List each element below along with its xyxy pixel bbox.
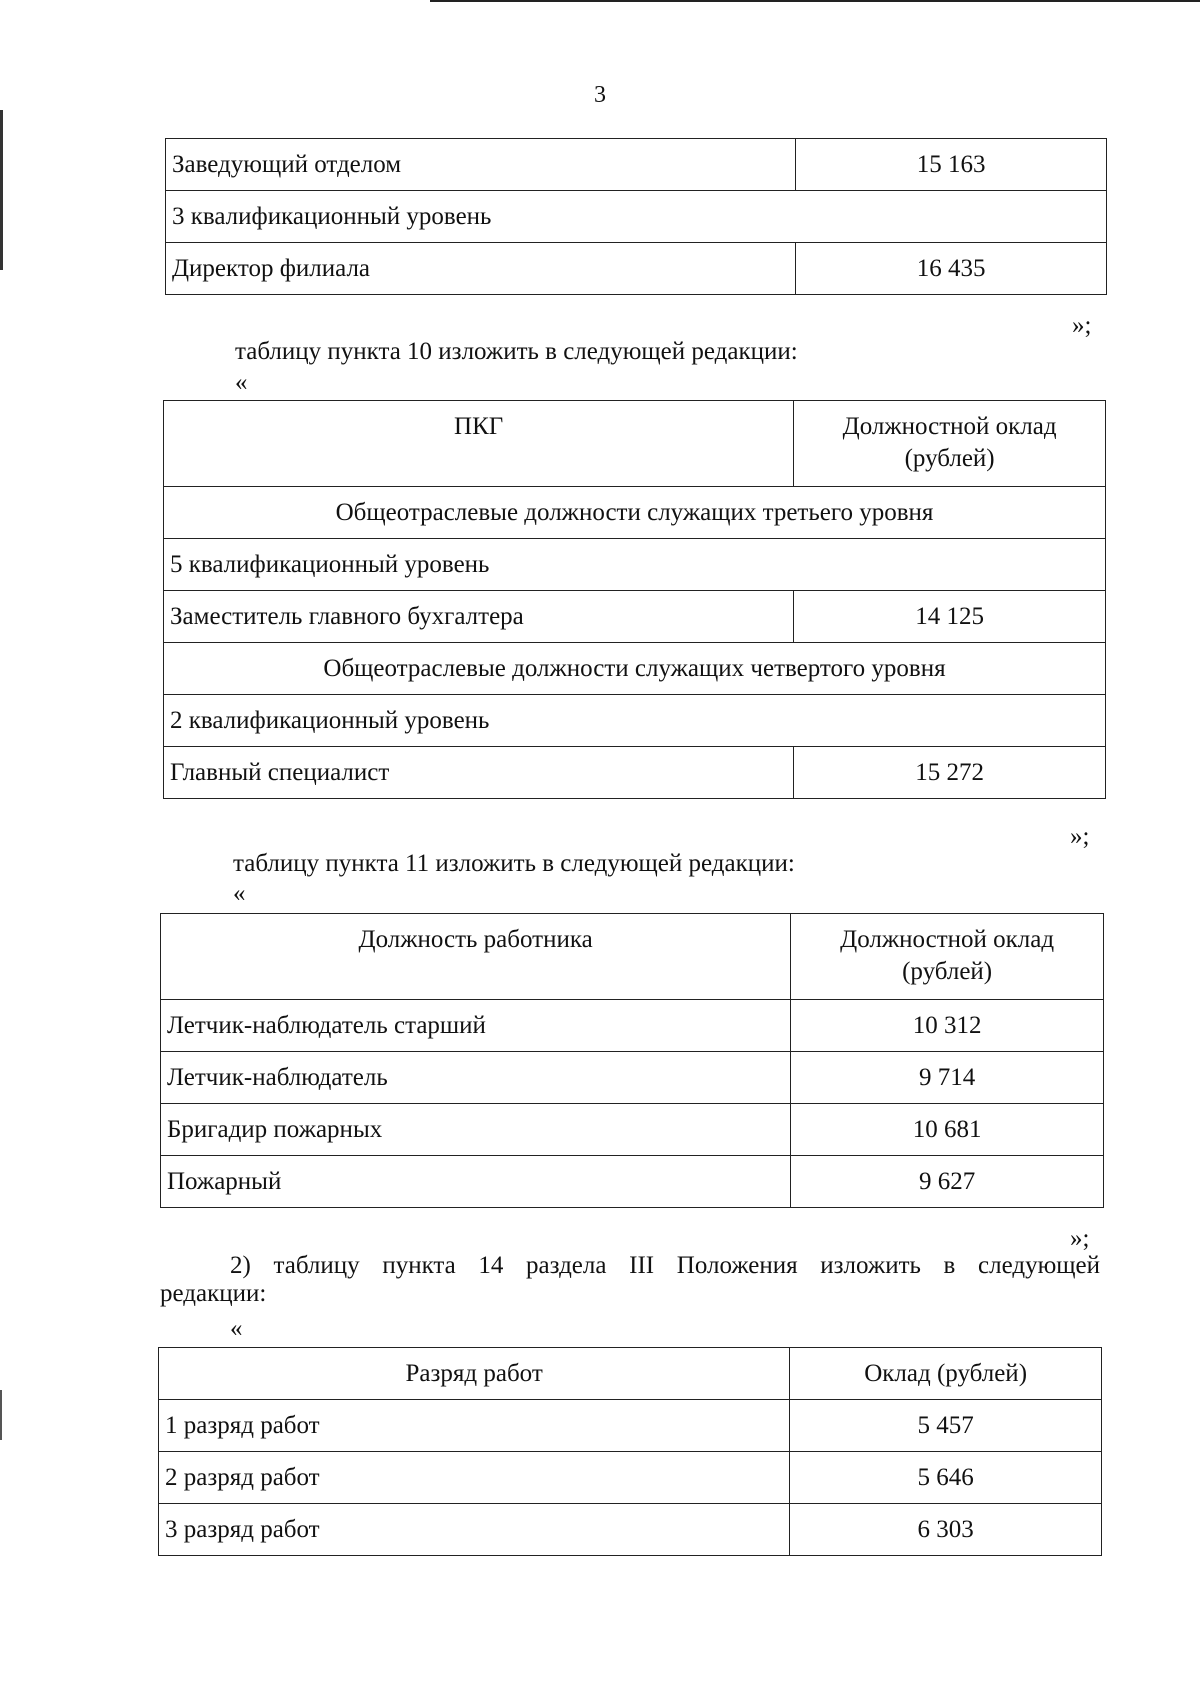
salary-cell: 14 125 (794, 591, 1106, 643)
table-row (164, 695, 1106, 747)
table-row (164, 591, 1106, 643)
table-row (164, 643, 1106, 695)
table-row (159, 1452, 1102, 1504)
salary-cell: 5 457 (790, 1400, 1102, 1452)
table-continuation (165, 138, 1107, 295)
close-quote: »; (1070, 1225, 1090, 1252)
close-quote: »; (1070, 823, 1090, 850)
paragraph-line: редакции: (160, 1280, 267, 1307)
column-header-salary: Оклад (рублей) (790, 1348, 1102, 1400)
table-row (161, 1104, 1104, 1156)
table-row (159, 1400, 1102, 1452)
salary-cell: 10 312 (791, 1000, 1104, 1052)
salary-cell: 6 303 (790, 1504, 1102, 1556)
instruction-paragraph-11: таблицу пункта 11 изложить в следующей редакции: (233, 850, 795, 877)
table-point-14 (158, 1347, 1102, 1556)
table-row (159, 1504, 1102, 1556)
salary-cell: 15 272 (794, 747, 1106, 799)
position-cell: Летчик-наблюдатель старший (161, 1000, 791, 1052)
position-cell: Директор филиала (166, 243, 796, 295)
qualification-level-cell: 5 квалификационный уровень (164, 539, 1106, 591)
grade-cell: 3 разряд работ (159, 1504, 790, 1556)
salary-cell: 15 163 (796, 139, 1107, 191)
scan-border-left (0, 110, 3, 270)
table-row (166, 243, 1107, 295)
qualification-level-cell: 2 квалификационный уровень (164, 695, 1106, 747)
table-row (164, 747, 1106, 799)
table-point-11 (160, 913, 1104, 1208)
position-cell: Заместитель главного бухгалтера (164, 591, 794, 643)
salary-cell: 10 681 (791, 1104, 1104, 1156)
table-row (161, 1000, 1104, 1052)
salary-cell: 5 646 (790, 1452, 1102, 1504)
column-header-salary: Должностной оклад (рублей) (791, 914, 1104, 1000)
table-point-10 (163, 400, 1106, 799)
table-row (161, 1052, 1104, 1104)
salary-cell: 16 435 (796, 243, 1107, 295)
group-heading-cell: Общеотраслевые должности служащих третьего уровня (164, 487, 1106, 539)
table-row (166, 139, 1107, 191)
table-header-row (161, 914, 1104, 1000)
qualification-level-cell: 3 квалификационный уровень (166, 191, 1107, 243)
group-heading-cell: Общеотраслевые должности служащих четвертого уровня (164, 643, 1106, 695)
position-cell: Летчик-наблюдатель (161, 1052, 791, 1104)
grade-cell: 2 разряд работ (159, 1452, 790, 1504)
column-header-position: Должность работника (161, 914, 791, 1000)
paragraph-line: 2) таблицу пункта 14 раздела III Положения изложить в следующей (230, 1252, 1100, 1279)
close-quote: »; (1072, 312, 1092, 339)
scan-border-left-lower (0, 1390, 2, 1440)
table-row (166, 191, 1107, 243)
column-header-pkg: ПКГ (164, 401, 794, 487)
position-cell: Заведующий отделом (166, 139, 796, 191)
salary-cell: 9 714 (791, 1052, 1104, 1104)
open-quote: « (235, 369, 248, 396)
instruction-paragraph-10: таблицу пункта 10 изложить в следующей редакции: (235, 338, 798, 365)
scan-border-top (430, 0, 1200, 2)
table-row (164, 487, 1106, 539)
open-quote: « (230, 1315, 243, 1342)
grade-cell: 1 разряд работ (159, 1400, 790, 1452)
page-number: 3 (594, 82, 606, 108)
column-header-grade: Разряд работ (159, 1348, 790, 1400)
salary-cell: 9 627 (791, 1156, 1104, 1208)
table-header-row (159, 1348, 1102, 1400)
instruction-paragraph-14 (160, 1252, 1100, 1308)
table-header-row (164, 401, 1106, 487)
position-cell: Пожарный (161, 1156, 791, 1208)
position-cell: Главный специалист (164, 747, 794, 799)
open-quote: « (233, 880, 246, 907)
table-row (164, 539, 1106, 591)
table-row (161, 1156, 1104, 1208)
column-header-salary: Должностной оклад (рублей) (794, 401, 1106, 487)
position-cell: Бригадир пожарных (161, 1104, 791, 1156)
